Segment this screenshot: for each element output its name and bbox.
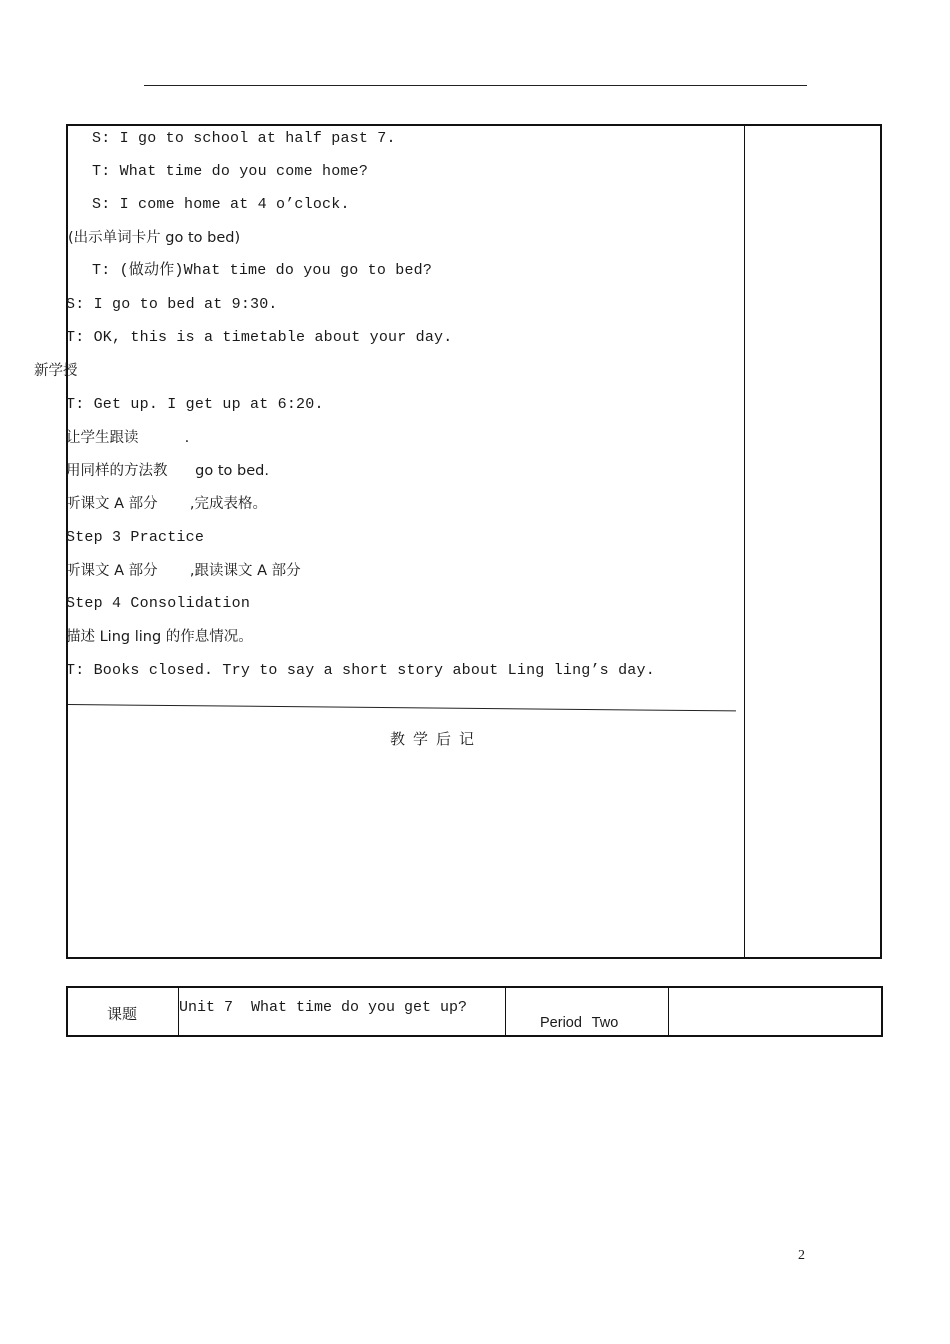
lesson-line-7: T: OK, this is a timetable about your day. [66, 329, 453, 346]
table-divider-3 [668, 988, 669, 1035]
lesson-line-2: T: What time do you come home? [92, 163, 369, 180]
lesson-line-12: Step 3 Practice [66, 529, 205, 546]
lesson-line-16: T: Books closed. Try to say a short story about Ling ling’s day. [66, 662, 655, 679]
lesson-line-13: 听课文 A 部分 ,跟读课文 A 部分 [66, 563, 301, 579]
section-label-new-lesson: 新学授 [34, 363, 78, 379]
lesson-line-5: T: (做动作)What time do you go to bed? [92, 262, 433, 279]
lesson-line-9: 让学生跟读 . [66, 430, 190, 446]
table-divider-2 [505, 988, 506, 1035]
lesson-line-10: 用同样的方法教 go to bed. [66, 463, 269, 479]
lesson-line-6: S: I go to bed at 9:30. [66, 296, 278, 313]
period-cell: Period Two [540, 1015, 619, 1031]
lesson-line-8: T: Get up. I get up at 6:20. [66, 396, 324, 413]
topic-title-cell: Unit 7 What time do you get up? [179, 999, 468, 1016]
teaching-notes-title: 教学后记 [390, 730, 483, 748]
header-rule [144, 85, 807, 86]
topic-label-cell: 课题 [107, 1005, 138, 1023]
lesson-line-15: 描述 Ling ling 的作息情况。 [66, 629, 253, 645]
lesson-line-1: S: I go to school at half past 7. [92, 130, 396, 147]
remarks-column-divider [744, 126, 745, 959]
lesson-line-14: Step 4 Consolidation [66, 595, 251, 612]
lesson-line-11: 听课文 A 部分 ,完成表格。 [66, 496, 268, 512]
lesson-line-3: S: I come home at 4 o’clock. [92, 196, 350, 213]
lesson-line-4: (出示单词卡片 go to bed) [68, 230, 241, 246]
page-number: 2 [798, 1248, 805, 1263]
